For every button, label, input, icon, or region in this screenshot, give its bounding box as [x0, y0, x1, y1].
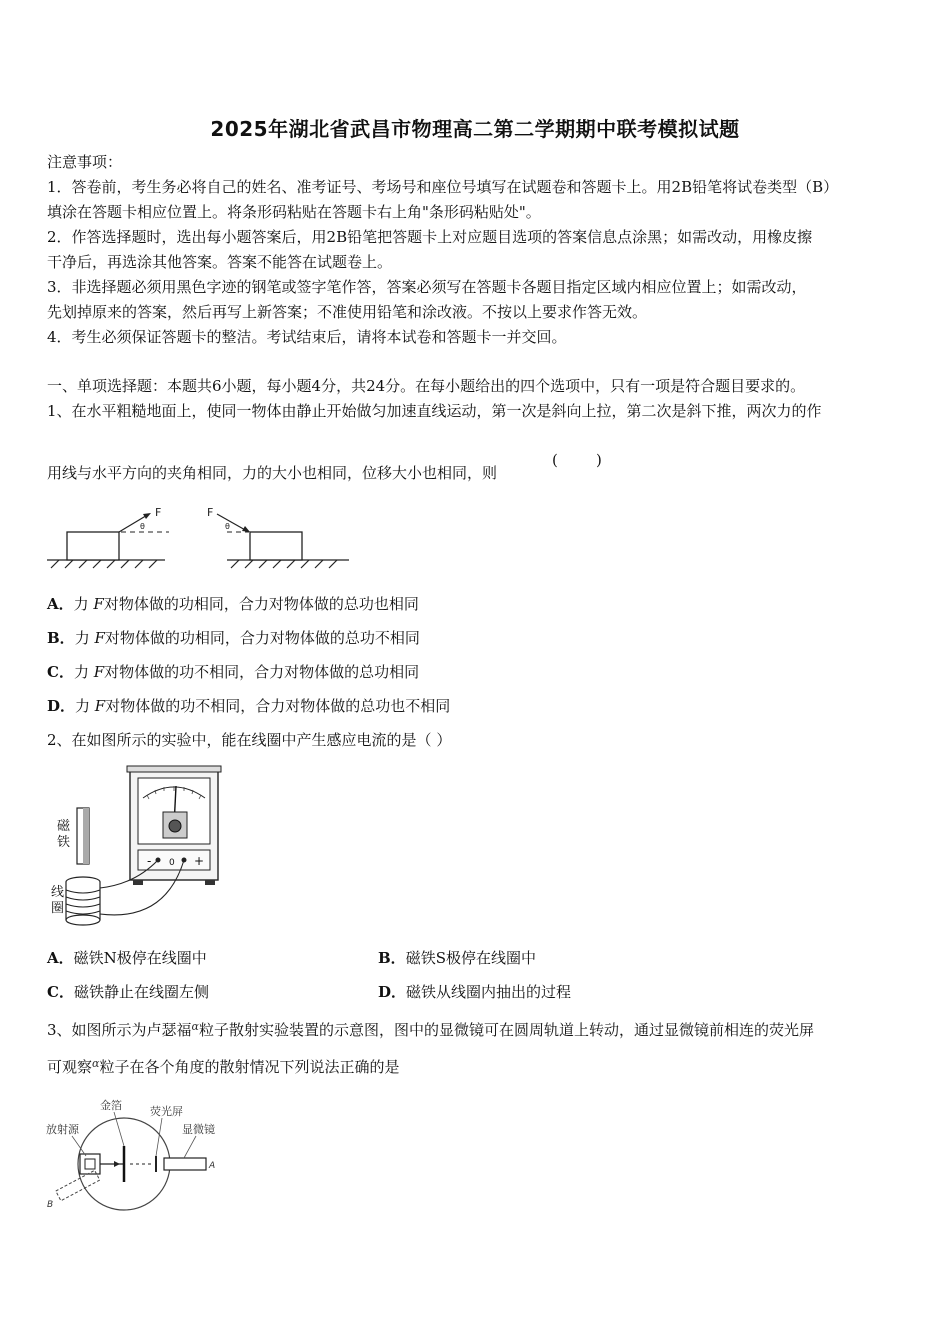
variable-f: F	[93, 595, 104, 613]
magnet-label-1: 磁	[57, 819, 71, 834]
block-right	[250, 532, 302, 560]
notice-line: 2．作答选择题时，选出每小题答案后，用2B铅笔把答题卡上对应题目选项的答案信息点涂黑；如需改动，用橡皮擦	[47, 228, 813, 246]
option-text: 磁铁N极停在线圈中	[73, 949, 207, 967]
option-letter: B．	[47, 629, 75, 647]
q3-stem-text: 粒子散射实验装置的示意图，图中的显微镜可在圆周轨道上转动，通过显微镜前相连的荧光屏	[198, 1021, 814, 1039]
coil-label-2: 圈	[51, 901, 65, 916]
beam-arrow	[114, 1161, 120, 1167]
galvanometer-foot-right	[205, 880, 215, 885]
section-heading: 一、单项选择题：本题共6小题，每小题4分，共24分。在每小题给出的四个选项中，只有一项是符合题目要求的。	[47, 377, 806, 395]
page-title: 2025年湖北省武昌市物理高二第二学期期中联考模拟试题	[210, 117, 740, 141]
option-text: 磁铁静止在线圈左侧	[73, 983, 209, 1001]
coil-label-1: 线	[51, 885, 65, 900]
label-position-a: A	[209, 1161, 216, 1171]
q2-figure	[45, 764, 235, 929]
answer-paren-open: (	[552, 451, 558, 469]
q1-figure	[45, 502, 355, 572]
microscope-tube	[164, 1158, 206, 1170]
arrow-head-up	[143, 513, 151, 519]
galvanometer-pivot	[169, 820, 181, 832]
label-f2: F	[207, 506, 214, 519]
option-letter: B．	[378, 949, 406, 967]
q3-figure	[44, 1094, 234, 1212]
notice-line: 干净后，再选涂其他答案。答案不能答在试题卷上。	[47, 253, 393, 271]
alpha-symbol: α	[191, 1020, 199, 1033]
q1-option-d[interactable]	[47, 696, 450, 716]
ground-right	[227, 560, 349, 568]
bar-magnet-shade	[83, 808, 89, 864]
q2-option-c[interactable]	[47, 982, 209, 1002]
q1-option-c[interactable]	[47, 662, 419, 682]
foil-leader	[114, 1112, 124, 1146]
q1-option-a[interactable]	[47, 594, 419, 614]
block-left	[67, 532, 119, 560]
q3-stem-text: 可观察	[47, 1058, 93, 1076]
q1-stem-line2: 用线与水平方向的夹角相同，力的大小也相同，位移大小也相同，则	[47, 464, 498, 482]
option-letter: A．	[47, 595, 74, 613]
q3-stem-line1	[47, 1017, 814, 1040]
magnet-label-2: 铁	[57, 835, 71, 850]
notice-line: 3．非选择题必须用黑色字迹的钢笔或签字笔作答，答案必须写在答题卡各题目指定区域内相应位置上；如需改动，	[47, 278, 807, 296]
option-text: 力	[73, 663, 94, 681]
q2-option-b[interactable]	[378, 948, 536, 968]
option-text: 磁铁从线圈内抽出的过程	[406, 983, 572, 1001]
alpha-symbol: α	[92, 1057, 100, 1070]
variable-f: F	[94, 629, 105, 647]
label-microscope: 显微镜	[182, 1123, 215, 1136]
q2-option-a[interactable]	[47, 948, 207, 968]
option-letter: A．	[47, 949, 74, 967]
q1-stem-line1: 1、在水平粗糙地面上，使同一物体由静止开始做匀加速直线运动，第一次是斜向上拉，第二次是斜下推，两次力的作	[47, 402, 822, 420]
notice-line: 1．答卷前，考生务必将自己的姓名、准考证号、考场号和座位号填写在试题卷和答题卡上。用2B铅笔将试卷类型（B）	[47, 178, 839, 196]
option-text: 磁铁S极停在线圈中	[405, 949, 536, 967]
label-position-b: B	[47, 1200, 54, 1210]
option-text: 对物体做的功不相同，合力对物体做的总功相同	[104, 663, 420, 681]
force-arrow-down	[217, 514, 247, 531]
q2-option-d[interactable]	[378, 982, 571, 1002]
label-theta1: θ	[140, 522, 145, 531]
label-theta2: θ	[225, 522, 230, 531]
microscope-dashed-b	[56, 1170, 100, 1200]
option-text: 对物体做的功不相同，合力对物体做的总功也不相同	[105, 697, 451, 715]
option-letter: C．	[47, 663, 74, 681]
option-letter: C．	[47, 983, 74, 1001]
notice-line: 填涂在答题卡相应位置上。将条形码粘贴在答题卡右上角"条形码粘贴处"。	[47, 203, 541, 221]
source-inner	[85, 1159, 95, 1169]
galvanometer-top	[127, 766, 221, 772]
option-text: 力	[74, 629, 95, 647]
notice-heading: 注意事项：	[47, 153, 123, 171]
q3-stem-line2	[47, 1054, 399, 1077]
terminal-plus-label: +	[194, 854, 205, 868]
q2-stem: 2、在如图所示的实验中，能在线圈中产生感应电流的是（ ）	[47, 731, 452, 749]
option-letter: D．	[378, 983, 407, 1001]
q1-option-b[interactable]	[47, 628, 420, 648]
label-source: 放射源	[46, 1123, 79, 1136]
terminal-minus-label: -	[147, 854, 152, 868]
label-foil: 金箔	[100, 1099, 122, 1112]
option-text: 对物体做的功相同，合力对物体做的总功不相同	[104, 629, 420, 647]
option-letter: D．	[47, 697, 76, 715]
label-f1: F	[155, 506, 162, 519]
option-text: 力	[75, 697, 95, 715]
galvanometer-foot-left	[133, 880, 143, 885]
microscope-leader	[184, 1136, 196, 1158]
variable-f: F	[93, 663, 105, 681]
variable-f: F	[94, 697, 106, 715]
notice-line: 先划掉原来的答案，然后再写上新答案；不准使用铅笔和涂改液。不按以上要求作答无效。	[47, 303, 648, 321]
q3-stem-text: 粒子在各个角度的散射情况下列说法正确的是	[99, 1058, 400, 1076]
notice-line: 4．考生必须保证答题卡的整洁。考试结束后，请将本试卷和答题卡一并交回。	[47, 328, 567, 346]
terminal-zero-label: 0	[169, 858, 175, 868]
option-text: 对物体做的功相同，合力对物体做的总功也相同	[103, 595, 419, 613]
label-screen: 荧光屏	[150, 1105, 183, 1118]
option-text: 力	[73, 595, 94, 613]
ground-left	[47, 560, 165, 568]
q3-stem-text: 3、如图所示为卢瑟福	[47, 1021, 192, 1039]
answer-paren-close: )	[596, 451, 602, 469]
